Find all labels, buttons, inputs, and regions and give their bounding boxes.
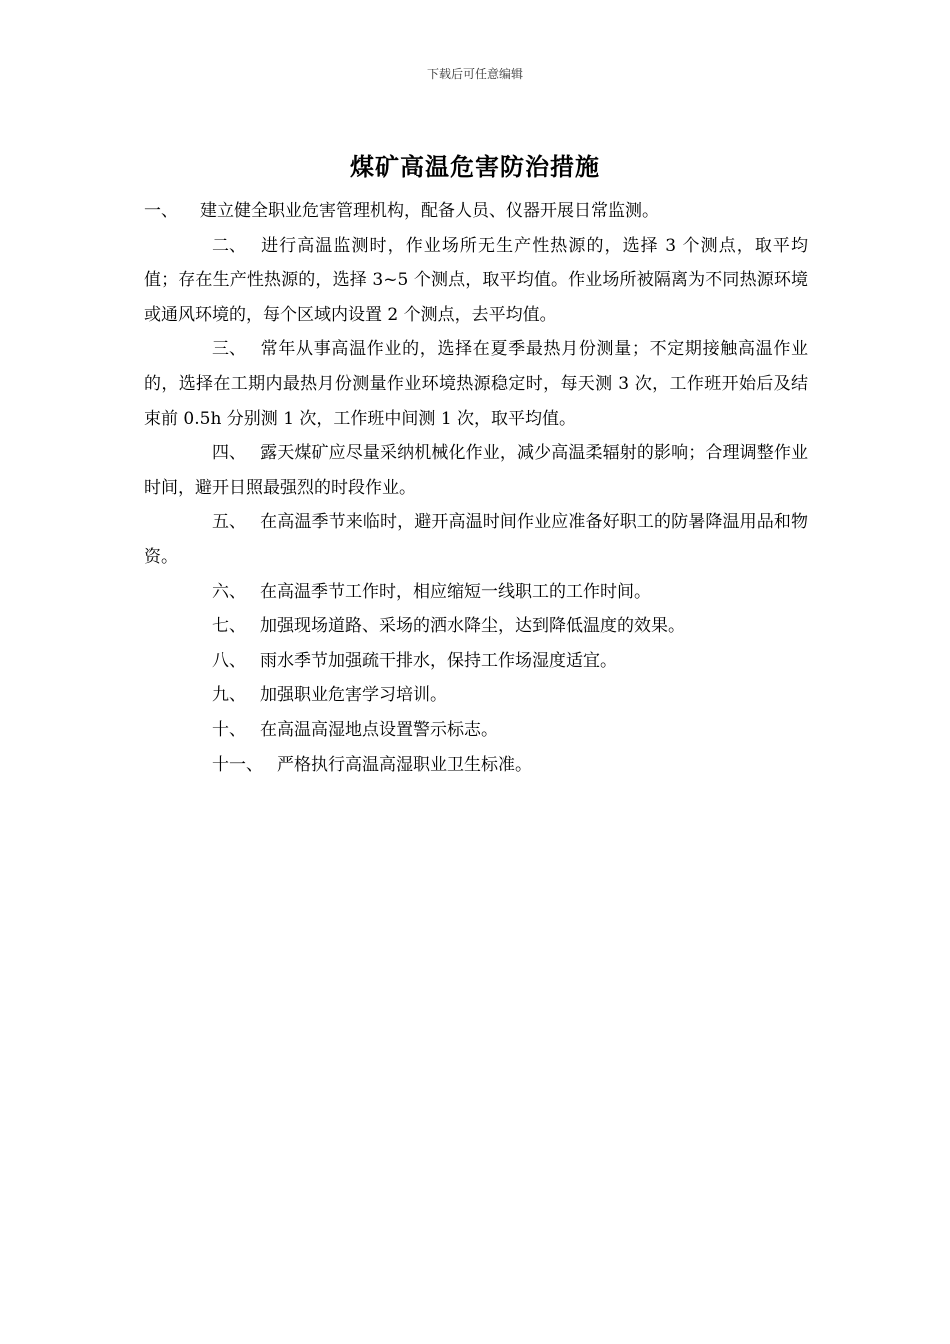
- list-item-7: [144, 609, 808, 644]
- list-item-8: [144, 644, 808, 679]
- item-text: 雨水季节加强疏干排水，保持工作场湿度适宜。: [260, 650, 617, 671]
- item-number: 九、: [212, 685, 246, 706]
- item-text: 进行高温监测时，作业场所无生产性热源的，选择 3 个测点，取平均值；存在生产性热源的，选择 3~5 个测点，取平均值。作业场所被隔离为不同热源环境或通风环境的，每个区域内设置 2 个测点，去平均值。: [144, 235, 808, 325]
- item-text: 在高温季节工作时，相应缩短一线职工的工作时间。: [260, 581, 651, 602]
- list-item-9: [144, 678, 808, 713]
- item-number: 六、: [212, 581, 246, 602]
- item-text: 在高温高湿地点设置警示标志。: [260, 719, 498, 740]
- item-number: 三、: [212, 339, 246, 360]
- item-text: 严格执行高温高湿职业卫生标准。: [277, 754, 532, 775]
- item-number: 七、: [212, 616, 246, 637]
- item-text: 露天煤矿应尽量采纳机械化作业，减少高温柔辐射的影响；合理调整作业时间，避开日照最强烈的时段作业。: [144, 443, 808, 498]
- list-item-4: [144, 436, 808, 505]
- item-number: 八、: [212, 650, 246, 671]
- item-number: 五、: [212, 512, 246, 533]
- list-item-1: [144, 194, 808, 229]
- item-number: 十一、: [212, 754, 263, 775]
- list-item-2: [144, 229, 808, 333]
- document-body: [144, 194, 808, 782]
- item-text: 常年从事高温作业的，选择在夏季最热月份测量；不定期接触高温作业的，选择在工期内最热月份测量作业环境热源稳定时，每天测 3 次，工作班开始后及结束前 0.5h 分别测 1 次，工作班中间测 1 次，取平均值。: [144, 339, 808, 429]
- header-note: 下载后可任意编辑: [426, 67, 523, 81]
- item-text: 加强职业危害学习培训。: [260, 685, 447, 706]
- item-number: 一、: [144, 201, 178, 221]
- list-item-10: [144, 713, 808, 748]
- list-item-5: [144, 505, 808, 574]
- item-text: 建立健全职业危害管理机构，配备人员、仪器开展日常监测。: [200, 201, 659, 221]
- item-text: 在高温季节来临时，避开高温时间作业应准备好职工的防暑降温用品和物资。: [144, 512, 808, 567]
- list-item-11: [144, 748, 808, 783]
- list-item-6: [144, 575, 808, 610]
- list-item-3: [144, 332, 808, 436]
- item-number: 四、: [212, 443, 246, 464]
- item-number: 二、: [212, 235, 246, 256]
- item-text: 加强现场道路、采场的洒水降尘，达到降低温度的效果。: [260, 616, 685, 637]
- item-number: 十、: [212, 719, 246, 740]
- document-title: 煤矿高温危害防治措施: [350, 152, 600, 181]
